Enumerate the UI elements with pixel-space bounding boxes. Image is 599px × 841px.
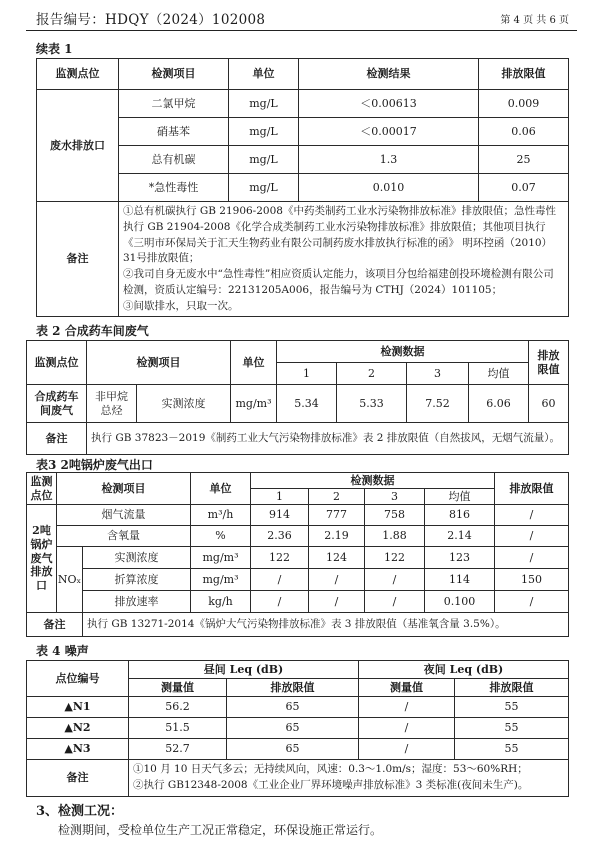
table-header-row [27,661,569,679]
cell: 123 [425,547,495,569]
header-cell: 单位 [231,341,277,385]
cell: / [365,591,425,613]
header-cell: 监测点位 [27,473,57,505]
cell: / [309,569,365,591]
subheader-cell: 均值 [425,489,495,505]
header-cell: 夜间 Leq (dB) [359,661,569,679]
subheader-cell: 测量值 [129,679,227,697]
monitoring-point-cell: 2吨锅炉废气排放口 [27,505,57,613]
monitoring-point-cell: 合成药车间废气 [27,385,87,423]
table-header-row [27,473,569,489]
cell: 7.52 [407,385,469,423]
header-cell: 排放限值 [495,473,569,505]
cell: 51.5 [129,718,227,739]
cell: / [359,739,455,760]
cell: / [495,505,569,526]
table-row [27,385,569,423]
cell: 55 [455,718,569,739]
header-cell: 排放限值 [529,341,569,385]
cell: 65 [227,718,359,739]
cell: mg/L [229,146,299,174]
cell: 816 [425,505,495,526]
cell: 52.7 [129,739,227,760]
cell: kg/h [191,591,251,613]
cell: % [191,526,251,547]
subheader-cell: 测量值 [359,679,455,697]
header-cell: 排放限值 [479,59,569,90]
table-row [27,697,569,718]
cell: 124 [309,547,365,569]
table3-caption: 表3 2吨锅炉废气出口 [36,458,153,472]
cell: / [365,569,425,591]
cell: 实测浓度 [137,385,231,423]
cell: 2.19 [309,526,365,547]
cell: 硝基苯 [119,118,229,146]
table-header-row [27,341,569,363]
cell: / [309,591,365,613]
table1-caption: 续表 1 [36,42,73,56]
header-cell: 检测项目 [57,473,191,505]
note-line: ①总有机碳执行 GB 21906-2008《中药类制药工业水污染物排放标准》排放限值；急性毒性执行 GB 21904-2008《化学合成类制药工业水污染物排放标准》排放限值；其他项目执行《三明市环保局关于汇天生物药业有限公司制药废水排放执行标准的函》 明环控函（2010）31号排放限值； [123,205,556,265]
table-row [27,505,569,526]
note-row [37,202,569,317]
note-label: 备注 [27,613,83,637]
table3-boiler-exhaust [26,472,569,637]
table2-waste-gas [26,340,569,455]
subheader-cell: 均值 [469,363,529,385]
cell: 2.14 [425,526,495,547]
report-header [0,0,599,28]
table-row [37,90,569,118]
note-cell: 执行 GB 13271-2014《锅炉大气污染物排放标准》表 3 排放限值（基准氧含量 3.5%）。 [83,613,569,637]
note-cell [119,202,569,317]
header-cell: 监测点位 [37,59,119,90]
cell: mg/L [229,90,299,118]
note-label: 备注 [27,423,87,455]
report-number: 报告编号：HDQY（2024）102008 [36,12,266,28]
cell: / [251,569,309,591]
cell: 758 [365,505,425,526]
cell: / [251,591,309,613]
cell: 0.07 [479,174,569,202]
note-row [27,613,569,637]
cell: 55 [455,739,569,760]
note-cell: 执行 GB 37823－2019《制药工业大气污染物排放标准》表 2 排放限值（自然拔风，无烟气流量）。 [87,423,569,455]
table4-noise [26,660,569,797]
subheader-cell: 2 [309,489,365,505]
header-cell: 检测结果 [299,59,479,90]
table-row [27,526,569,547]
table-row [27,718,569,739]
note-line: ②执行 GB12348-2008《工业企业厂界环境噪声排放标准》3 类标准(夜间未生产)。 [133,778,529,791]
cell: / [495,591,569,613]
header-cell: 点位编号 [27,661,129,697]
cell: m³/h [191,505,251,526]
cell: *急性毒性 [119,174,229,202]
cell: / [495,547,569,569]
cell: 含氧量 [57,526,191,547]
nox-cell: NOₓ [57,547,83,613]
header-cell: 昼间 Leq (dB) [129,661,359,679]
cell: 实测浓度 [83,547,191,569]
cell: mg/m³ [191,547,251,569]
cell: 56.2 [129,697,227,718]
cell: 114 [425,569,495,591]
header-cell: 检测数据 [277,341,529,363]
cell: 总有机碳 [119,146,229,174]
table1-wastewater [36,58,569,317]
header-cell: 检测项目 [87,341,231,385]
cell: 65 [227,739,359,760]
header-cell: 监测点位 [27,341,87,385]
table-row [27,547,569,569]
subheader-cell: 排放限值 [227,679,359,697]
page-number: 第 4 页 共 6 页 [500,15,569,26]
subheader-cell: 3 [407,363,469,385]
note-row [27,760,569,797]
header-cell: 单位 [191,473,251,505]
note-line: ③间歇排水，只取一次。 [123,299,239,312]
cell: / [359,718,455,739]
cell: 二氯甲烷 [119,90,229,118]
cell: mg/m³ [191,569,251,591]
cell: 5.34 [277,385,337,423]
cell: 非甲烷总烃 [87,385,137,423]
header-divider [26,30,577,31]
cell: ▲N2 [27,718,129,739]
cell: 150 [495,569,569,591]
cell: 1.88 [365,526,425,547]
header-cell: 检测数据 [251,473,495,489]
cell: mg/L [229,118,299,146]
subheader-cell: 3 [365,489,425,505]
cell: 0.009 [479,90,569,118]
cell: 排放速率 [83,591,191,613]
cell: ▲N1 [27,697,129,718]
cell: 777 [309,505,365,526]
subheader-cell: 2 [337,363,407,385]
table-row [27,739,569,760]
cell: 6.06 [469,385,529,423]
cell: 25 [479,146,569,174]
subheader-cell: 1 [277,363,337,385]
note-line: ②我司自身无废水中“急性毒性”相应资质认定能力，该项目分包给福建创投环境检测有限公司检测，资质认定编号：22131205A006，报告编号为 CTHJ（2024）101105； [123,268,554,296]
cell: ▲N3 [27,739,129,760]
cell: 折算浓度 [83,569,191,591]
cell: 55 [455,697,569,718]
section-title: 3、检测工况： [36,804,124,819]
cell: / [359,697,455,718]
cell: 0.06 [479,118,569,146]
cell: 122 [365,547,425,569]
table-row [27,591,569,613]
table-row [27,569,569,591]
cell: / [495,526,569,547]
subheader-cell: 排放限值 [455,679,569,697]
table-header-row [37,59,569,90]
cell: mg/m³ [231,385,277,423]
cell: 2.36 [251,526,309,547]
cell: ＜0.00017 [299,118,479,146]
table4-caption: 表 4 噪声 [36,644,89,658]
note-label: 备注 [27,760,129,797]
cell: 5.33 [337,385,407,423]
header-cell: 检测项目 [119,59,229,90]
header-cell: 单位 [229,59,299,90]
cell: 122 [251,547,309,569]
cell: 65 [227,697,359,718]
subheader-cell: 1 [251,489,309,505]
note-cell [129,760,569,797]
cell: 914 [251,505,309,526]
note-line: ①10 月 10 日天气多云；无持续风向，风速：0.3～1.0m/s；湿度：53～60%RH； [133,763,528,775]
cell: 0.010 [299,174,479,202]
cell: mg/L [229,174,299,202]
cell: 1.3 [299,146,479,174]
cell: 烟气流量 [57,505,191,526]
cell: 60 [529,385,569,423]
monitoring-point-cell: 废水排放口 [37,90,119,202]
section-text: 检测期间，受检单位生产工况正常稳定，环保设施正常运行。 [58,823,383,837]
cell: ＜0.00613 [299,90,479,118]
note-row [27,423,569,455]
table2-caption: 表 2 合成药车间废气 [36,324,149,338]
note-label: 备注 [37,202,119,317]
cell: 0.100 [425,591,495,613]
